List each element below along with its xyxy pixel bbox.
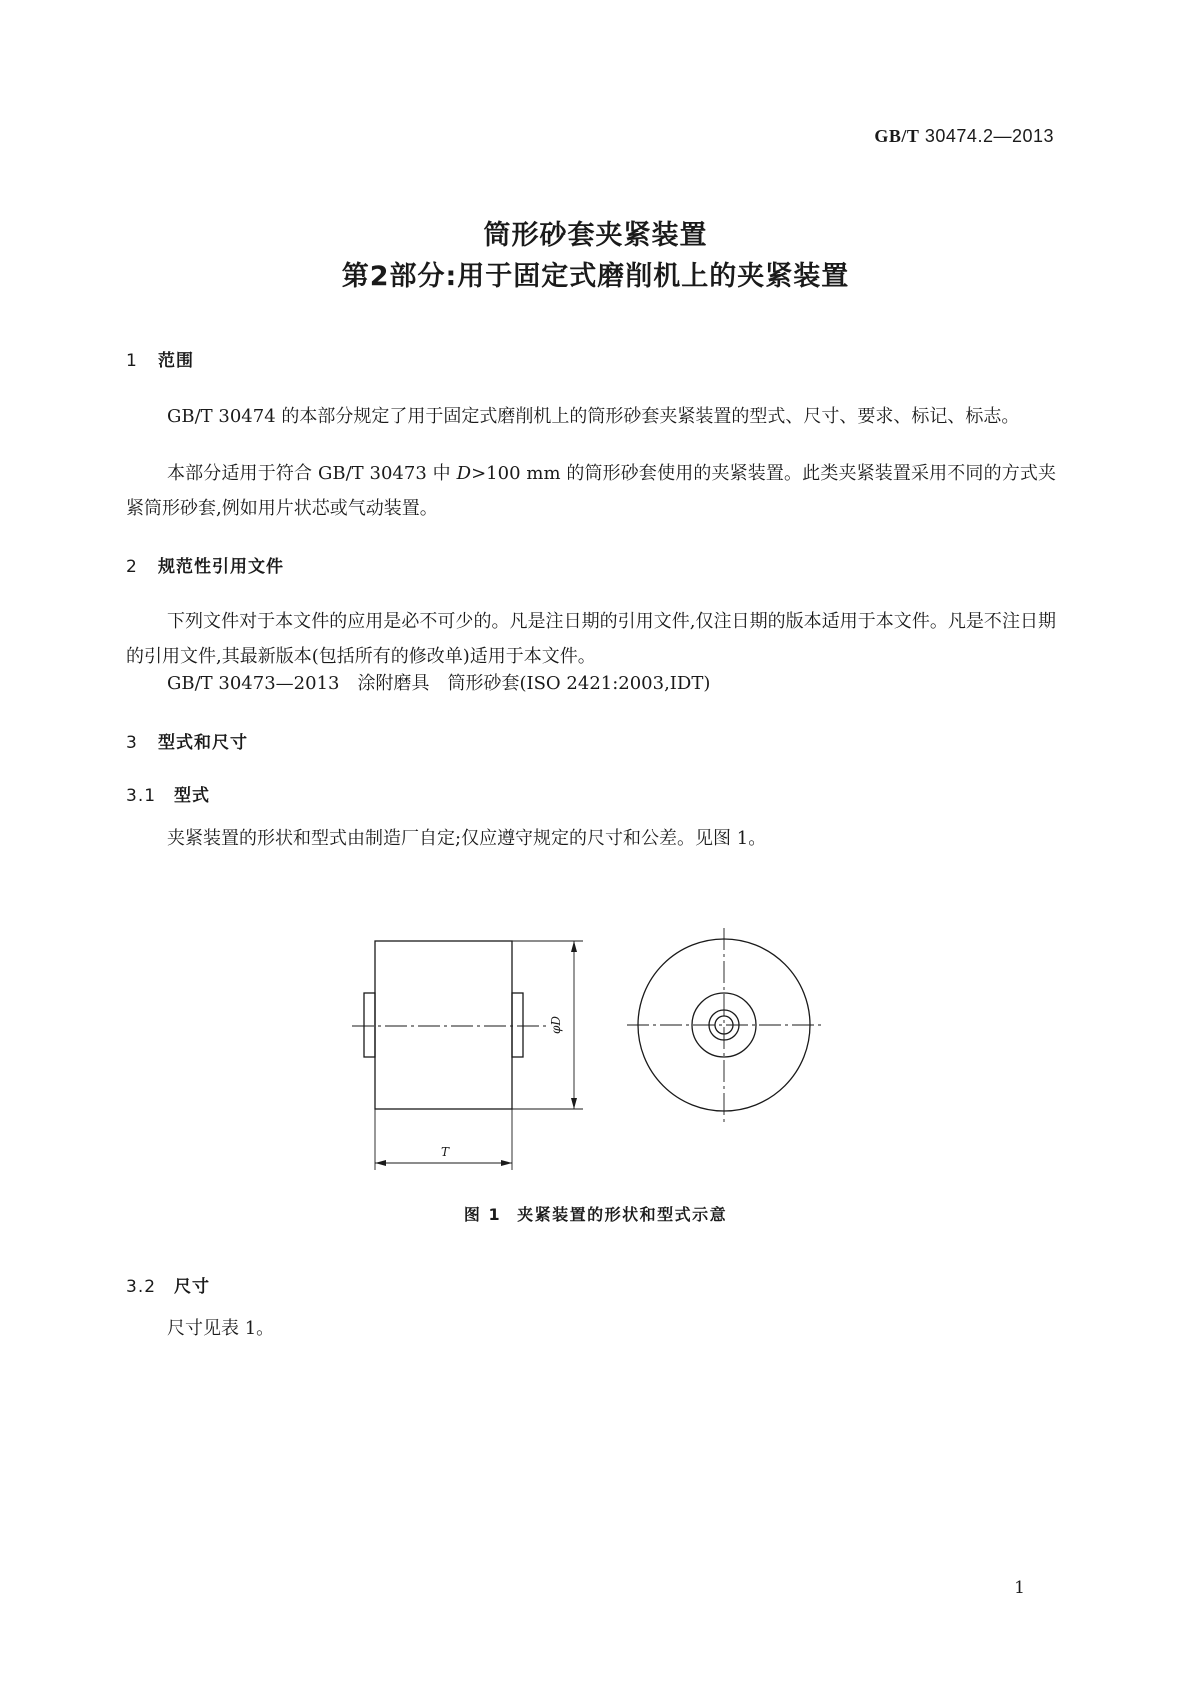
section-title: 规范性引用文件 <box>158 557 284 577</box>
section-2-para-1: 下列文件对于本文件的应用是必不可少的。凡是注日期的引用文件,仅注日期的版本适用于本文件。凡是不注日期的引用文件,其最新版本(包括所有的修改单)适用于本文件。 <box>126 611 1056 667</box>
arrow-left <box>375 1160 386 1166</box>
section-number: 3.2 <box>126 1277 157 1297</box>
section-3-2-heading <box>126 1272 210 1297</box>
caption-text: 夹紧装置的形状和型式示意 <box>517 1205 728 1224</box>
page-number: 1 <box>1014 1578 1025 1598</box>
variable-d: D <box>456 463 472 484</box>
left-hub <box>364 993 375 1057</box>
normative-reference: GB/T 30473—2013 涂附磨具 筒形砂套(ISO 2421:2003,IDT) <box>167 673 711 694</box>
figure-1-caption <box>0 1202 1191 1225</box>
arrow-right <box>501 1160 512 1166</box>
section-title: 型式 <box>174 786 210 806</box>
section-title: 范围 <box>158 351 194 371</box>
section-3-2-para: 尺寸见表 1。 <box>167 1318 275 1339</box>
section-title: 尺寸 <box>174 1277 210 1297</box>
section-number: 3.1 <box>126 786 157 806</box>
section-title: 型式和尺寸 <box>158 733 248 753</box>
arrow-top <box>571 941 577 952</box>
section-3-1-para: 夹紧装置的形状和型式由制造厂自定;仅应遵守规定的尺寸和公差。见图 1。 <box>167 828 767 849</box>
section-number: 1 <box>126 351 138 371</box>
para-text: 本部分适用于符合 GB/T 30473 中 <box>167 463 457 484</box>
sleeve-body-side-view <box>375 941 512 1109</box>
diameter-label: φD <box>549 1015 563 1035</box>
doc-title-line1: 筒形砂套夹紧装置 <box>483 220 708 251</box>
section-number: 2 <box>126 557 138 577</box>
section-1-para-1: GB/T 30474 的本部分规定了用于固定式磨削机上的筒形砂套夹紧装置的型式、尺寸、要求、标记、标志。 <box>167 406 1020 427</box>
right-hub <box>512 993 523 1057</box>
para-text: >100 mm 的筒形砂套使用的夹紧装置。此类夹紧装置采用不同的方式夹紧筒形砂套,例如用片状芯或气动装置。 <box>126 463 1056 519</box>
standard-code: 30474.2—2013 <box>924 126 1054 146</box>
doc-title-line2: 第2部分:用于固定式磨削机上的夹紧装置 <box>341 261 850 292</box>
arrow-bottom <box>571 1098 577 1109</box>
caption-number: 图 1 <box>463 1205 502 1224</box>
standard-prefix: GB/T <box>874 126 920 146</box>
width-label: T <box>440 1145 450 1159</box>
section-number: 3 <box>126 733 138 753</box>
